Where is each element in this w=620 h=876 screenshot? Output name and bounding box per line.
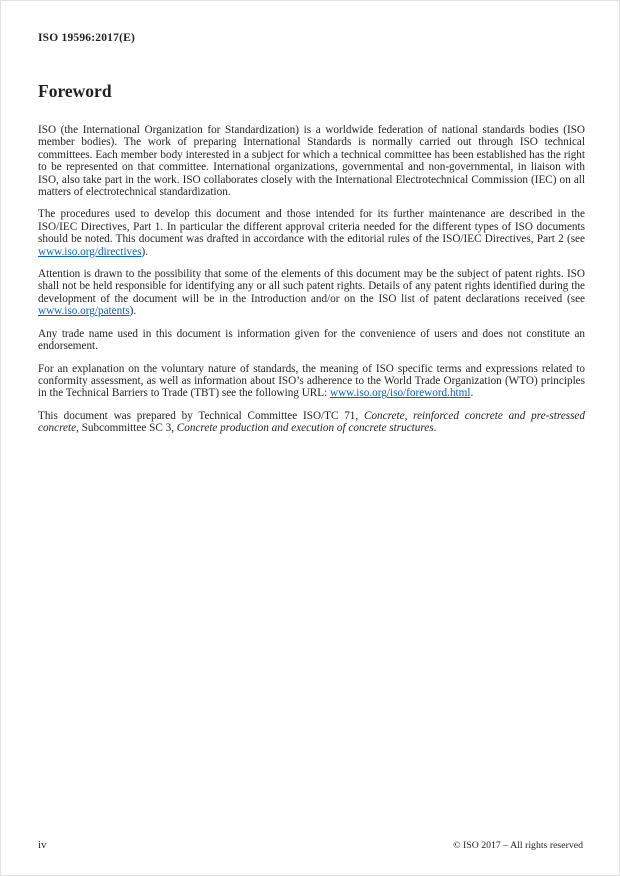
paragraph-text: , Subcommittee SC 3, [76,422,177,435]
paragraph-text: ). [129,305,137,318]
paragraph-text: ). [141,245,148,258]
paragraph-patent-rights [38,268,585,318]
subcommittee-name: Concrete production and execution of concrete structures [176,422,434,435]
paragraph-text: For an explanation on the voluntary nature of standards, the meaning of ISO specific terms and expressions related to conformity assessment, as well as information about ISO’s adherence to the World Trade Organization (WTO) principles in the Technical Barriers to Trade (TBT) see the following URL: [38,362,585,400]
copyright-notice: © ISO 2017 – All rights reserved [453,840,583,851]
link-iso-foreword-url[interactable]: www.iso.org/iso/foreword.html [330,387,471,400]
link-iso-directives[interactable]: www.iso.org/directives [38,245,142,258]
paragraph-wto-tbt [38,363,585,400]
paragraph-text: . [433,422,437,435]
paragraph-text: Attention is drawn to the possibility that some of the elements of this document may be the subject of patent rights. ISO shall not be held responsible for identifying any or all such patent rights. Details of any patent rights identified during the development of the document will be in the Introduction and/or on the ISO list of patent declarations received (see [38,268,585,305]
paragraph-technical-committee [38,410,585,435]
page-footer [38,839,583,851]
committee-name: Concrete, reinforced concrete and pre-stressed concrete [38,409,585,435]
paragraph-iso-federation [38,124,585,198]
paragraph-text: Any trade name used in this document is information given for the convenience of users and does not constitute an endorsement. [38,327,585,353]
paragraph-trade-names [38,328,585,353]
paragraph-procedures [38,208,585,258]
paragraph-text: This document was prepared by Technical Committee ISO/TC 71, [38,409,364,422]
page-number: iv [38,839,47,851]
link-iso-patents[interactable]: www.iso.org/patents [38,305,130,318]
paragraph-text: . [470,387,474,400]
paragraph-text: ISO (the International Organization for Standardization) is a worldwide federation of national standards bodies (ISO member bodies). The work of preparing International Standards is normally carried out through ISO technical committees. Each member body interested in a subject for which a technical committee has been established has the right to be represented on that committee. International organizations, governmental and non-governmental, in liaison with ISO, also take part in the work. ISO collaborates closely with the International Electrotechnical Commission (IEC) on all matters of electrotechnical standardization. [38,124,585,199]
section-title: Foreword [38,81,112,101]
foreword-body [38,124,585,445]
document-reference: ISO 19596:2017(E) [38,32,136,44]
paragraph-text: The procedures used to develop this document and those intended for its further maintenance are described in the ISO/IEC Directives, Part 1. In particular the different approval criteria needed for the different types of ISO documents should be noted. This document was drafted in accordance with the editorial rules of the ISO/IEC Directives, Part 2 (see [38,208,585,246]
